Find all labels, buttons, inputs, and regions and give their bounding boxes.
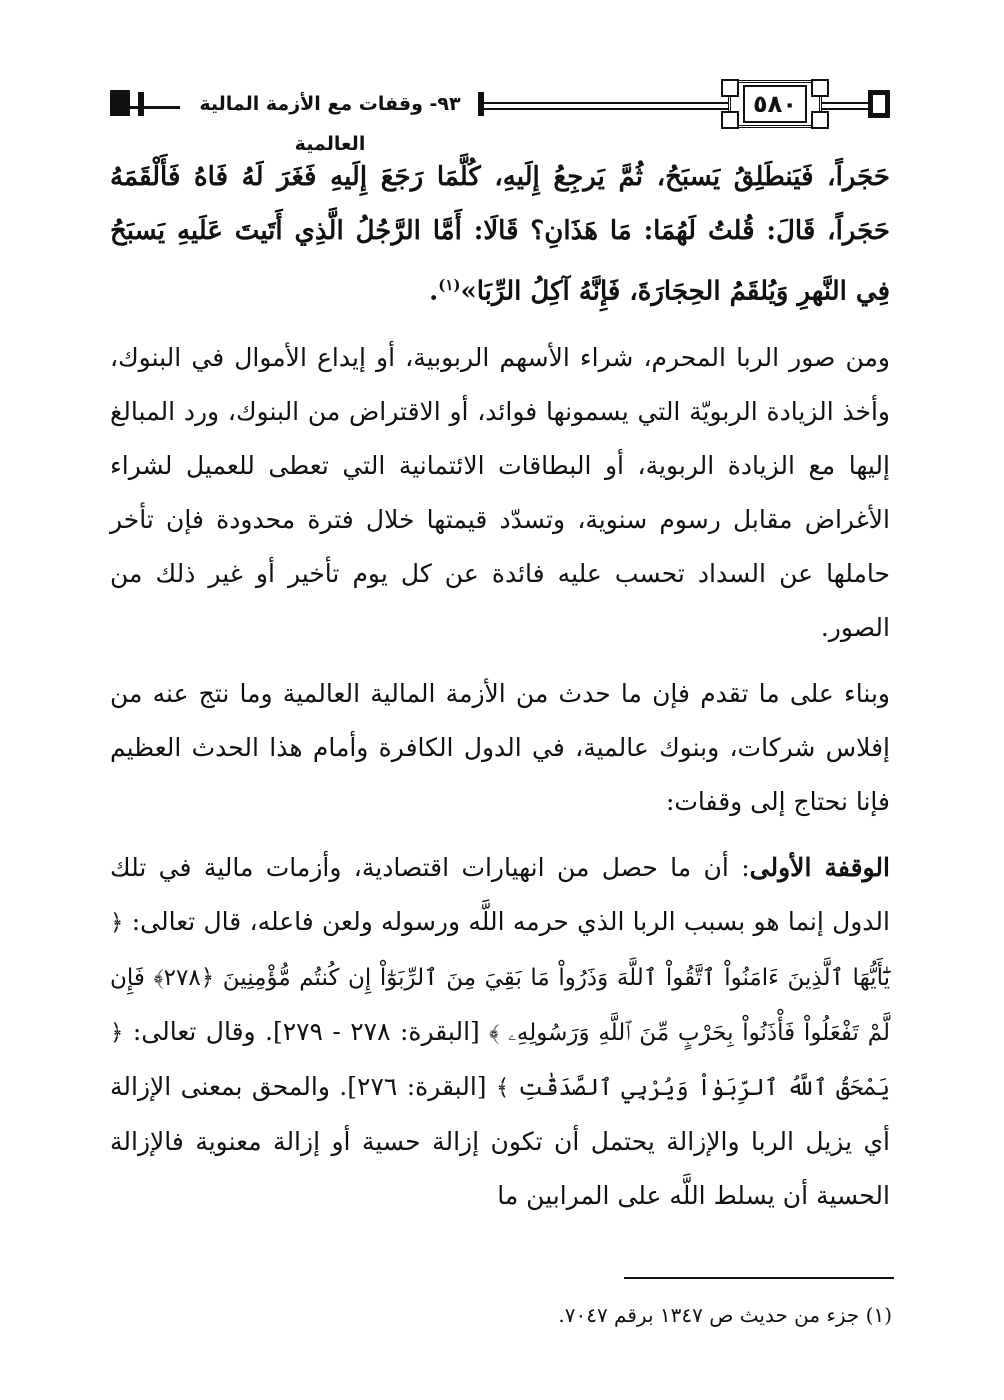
- paragraph-riba-forms: ومن صور الربا المحرم، شراء الأسهم الربوبية، أو إيداع الأموال في البنوك، وأخذ الزيادة الربويّة التي يسمونها فوائد، أو الاقتراض من البنوك، ورد المبالغ إليها مع الزيادة الربوية، أو البطاقات الائتمانية التي تعطى للعميل لشراء الأغراض مقابل رسوم سنوية، وتسدّد قيمتها خلال فترة محدودة فإن تأخر حاملها عن السداد تحسب عليه فائدة عن كل يوم تأخير أو غير ذلك من الصور.: [110, 342, 890, 642]
- footnote-marker: (١): [438, 276, 461, 294]
- paragraph-crisis: وبناء على ما تقدم فإن ما حدث من الأزمة المالية العالمية وما نتج عنه من إفلاس شركات، وبنوك عالمية، في الدول الكافرة وأمام هذا الحدث العظيم فإنا نحتاج إلى وقفات:: [110, 678, 890, 816]
- header-ornament-right: [868, 90, 890, 118]
- verse-reference: [البقرة: ٢٧٨ - ٢٧٩]. وقال تعالى:: [123, 1016, 490, 1046]
- paragraph-text: [البقرة: ٢٧٦]. والمحق بمعنى الإزالة أي يزيل الربا والإزالة يحتمل أن تكون إزالة حسية أو إزالة معنوية فالإزالة الحسية أن يسلط اللَّه على المرابين ما: [110, 1071, 890, 1210]
- page-number: ٥٨٠: [743, 85, 807, 123]
- hadith-end: .: [429, 276, 439, 307]
- footnote-rule: [624, 1277, 894, 1279]
- page-header: [110, 78, 890, 155]
- quran-verse: ﴿ يَٰٓأَيُّهَا ٱلَّذِينَ ءَامَنُواْ ٱتَّقُواْ ٱللَّهَ وَذَرُواْ مَا بَقِيَ مِنَ ٱلرِّبَوٰٓاْ إِن كُنتُم مُّؤْمِنِينَ ﴿٢٧٨﴾ فَإِن لَّمْ تَفْعَلُواْ فَأْذَنُواْ بِحَرْبٍ مِّنَ ٱللَّهِ وَرَسُولِهِۦ ﴾: [110, 909, 891, 1046]
- page-number-frame: [728, 80, 822, 128]
- frame-corner-ornament: [811, 111, 829, 129]
- paragraph-first-stop: [110, 841, 890, 1223]
- hadith-paragraph: [110, 150, 890, 319]
- header-double-rule: [484, 102, 728, 110]
- footnote: (١) جزء من حديث ص ١٣٤٧ برقم ٧٠٤٧.: [558, 1303, 892, 1327]
- header-ornament-left: [110, 90, 130, 116]
- running-title: ٩٣- وقفات مع الأزمة المالية العالمية: [180, 84, 480, 164]
- header-ornament-bar: [138, 92, 144, 116]
- quran-verse: ﴿ يَمْحَقُ ٱللَّهُ ٱلرِّبَوٰاْ وَيُرْبِي ٱلصَّدَقَٰتِ ﴾: [110, 1019, 890, 1101]
- page-body: [110, 150, 890, 1223]
- frame-corner-ornament: [721, 111, 739, 129]
- header-double-rule: [822, 102, 868, 110]
- paragraph-text: : أن ما حصل من انهيارات اقتصادية، وأزمات مالية في تلك الدول إنما هو بسبب الربا الذي حرمه اللَّه ورسوله ولعن فاعله، قال تعالى:: [110, 852, 890, 936]
- section-lead: الوقفة الأولى: [749, 852, 890, 882]
- frame-corner-ornament: [811, 79, 829, 97]
- hadith-text: حَجَراً، فَيَنطَلِقُ يَسبَحُ، ثُمَّ يَرجِعُ إِلَيهِ، كُلَّمَا رَجَعَ إِلَيهِ فَغَرَ لَهُ فَاهُ فَأَلْقَمَهُ حَجَراً، قَالَ: قُلتُ لَهُمَا: مَا هَذَانِ؟ قَالَا: أَمَّا الرَّجُلُ الَّذِي أَتَيتَ عَلَيهِ يَسبَحُ فِي النَّهرِ وَيُلقَمُ الحِجَارَةَ، فَإِنَّهُ آكِلُ الرِّبَا»: [110, 162, 890, 307]
- frame-corner-ornament: [721, 79, 739, 97]
